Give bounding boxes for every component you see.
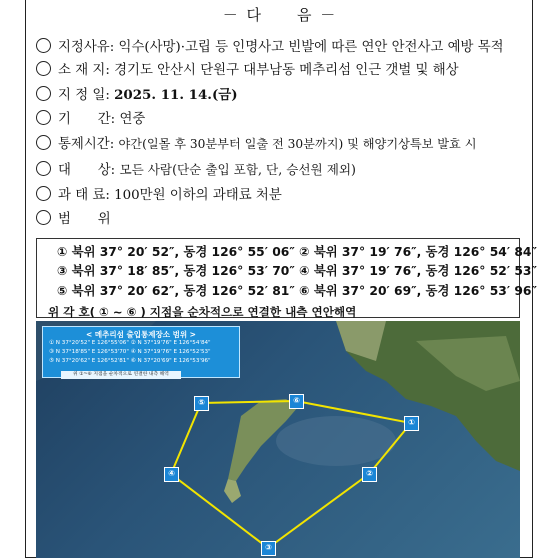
coordinate-line: ⑤ 북위 37° 20′ 62″, 동경 126° 52′ 81″ ⑥ 북위 37° 20′ 69″, 동경 126° 53′ 96″: [57, 284, 537, 298]
circle-bullet-icon: [36, 186, 51, 201]
circle-bullet-icon: [36, 110, 51, 125]
tidal-flat: [276, 416, 396, 466]
item-control-time: 통제시간: 야간(일몰 후 30분부터 일출 전 30분까지) 및 해양기상특보 발효 시: [36, 135, 476, 154]
map-point-2: ②: [362, 467, 377, 482]
page-title: － 다 음 －: [222, 6, 338, 24]
circle-bullet-icon: [36, 86, 51, 101]
item-reason: 지정사유: 익수(사망)·고립 등 인명사고 빈발에 따른 연안 안전사고 예방 목적: [36, 38, 504, 57]
map-point-1: ①: [404, 416, 419, 431]
map-point-4: ④: [164, 467, 179, 482]
item-period: 기 간: 연중: [36, 110, 145, 129]
map-point-3: ③: [261, 541, 276, 556]
satellite-map: [36, 321, 520, 558]
island-tip: [224, 479, 241, 503]
map-legend: < 메추리섬 출입통제장소 범위 > ① N 37°20'52" E 126°55'06" ② N 37°19'76" E 126°54'84" ③ N 37°18'85" E 126°53'70" ④ N 37°19'76" E 126°52'53" ⑤ N 37°20'62" E 126°52'81" ⑥ N 37°20'69" E 126°53'96" 위 ①~⑥ 지점을 순차적으로 연결한 내측 해역: [42, 326, 240, 378]
coordinate-line: ③ 북위 37° 18′ 85″, 동경 126° 53′ 70″ ④ 북위 37° 19′ 76″, 동경 126° 52′ 53″: [57, 264, 537, 278]
circle-bullet-icon: [36, 210, 51, 225]
item-fine: 과 태 료: 100만원 이하의 과태료 처분: [36, 186, 282, 205]
item-target: 대 상: 모든 사람(단순 출입 포함, 단, 승선원 제외): [36, 161, 356, 180]
circle-bullet-icon: [36, 161, 51, 176]
item-location: 소 재 지: 경기도 안산시 단원구 대부남동 메추리섬 인근 갯벌 및 해상: [36, 61, 459, 80]
circle-bullet-icon: [36, 61, 51, 76]
map-point-5: ⑤: [194, 396, 209, 411]
coordinate-line: ① 북위 37° 20′ 52″, 동경 126° 55′ 06″ ② 북위 37° 19′ 76″, 동경 126° 54′ 84″: [57, 245, 537, 259]
circle-bullet-icon: [36, 135, 51, 150]
map-point-6: ⑥: [289, 394, 304, 409]
item-date: 지 정 일: 2025. 11. 14.(금): [36, 86, 238, 105]
range-note: 위 각 호( ① ~ ⑥ ) 지점을 순차적으로 연결한 내측 연안해역: [48, 305, 357, 319]
item-range: 범 위: [36, 210, 111, 229]
circle-bullet-icon: [36, 38, 51, 53]
